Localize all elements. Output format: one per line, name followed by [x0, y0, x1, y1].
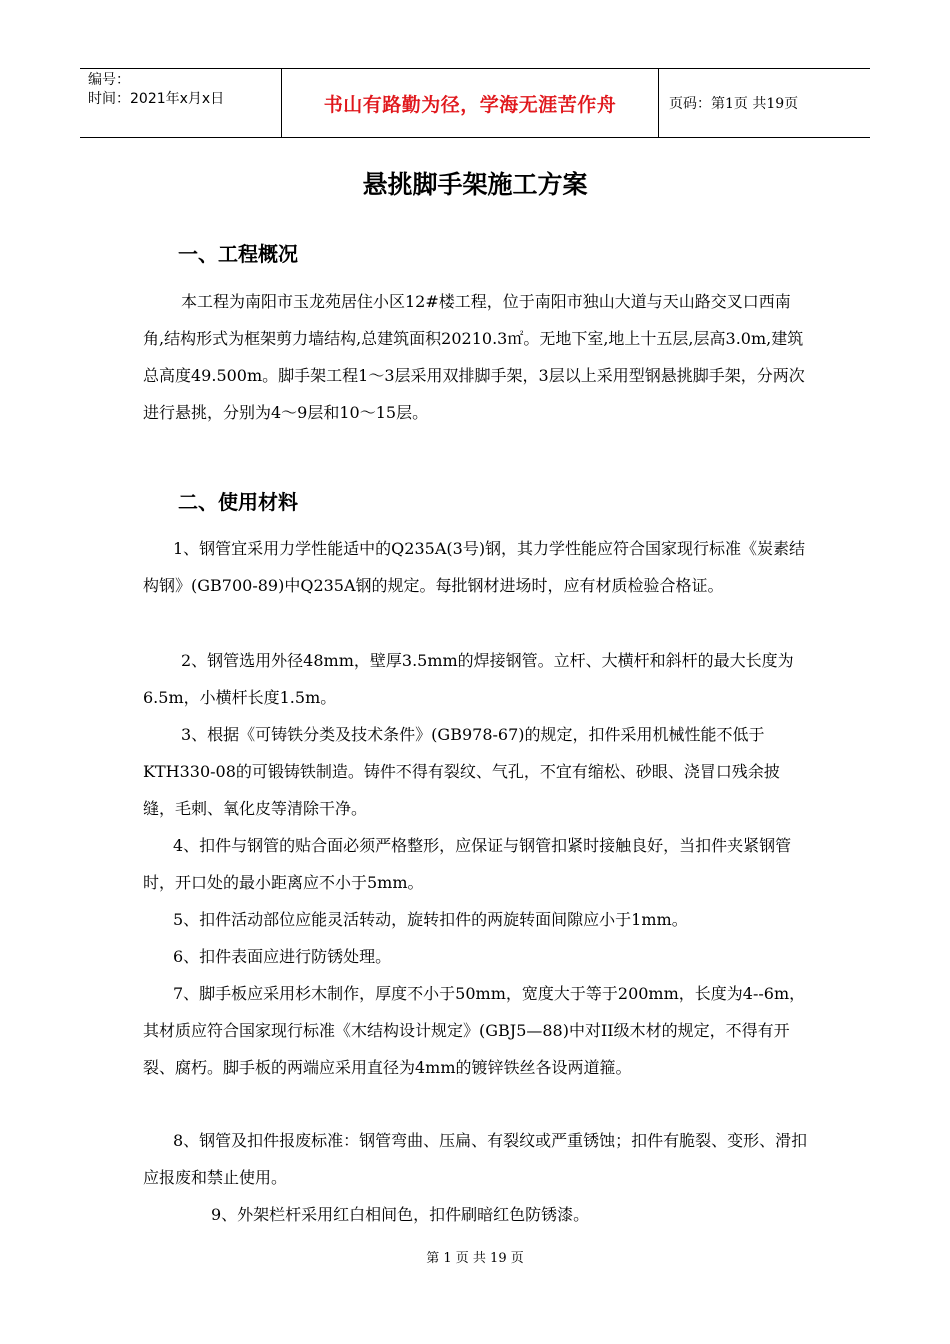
header-motto: 书山有路勤为径，学海无涯苦作舟 — [282, 69, 659, 137]
material-item-5: 5、扣件活动部位应能灵活转动，旋转扣件的两旋转面间隙应小于1mm。 — [173, 910, 688, 929]
section-heading-materials: 二、使用材料 — [178, 490, 298, 514]
material-item-4: 4、扣件与钢管的贴合面必须严格整形，应保证与钢管扣紧时接触良好，当扣件夹紧钢管时，开口处的最小距离应不小于5mm。 — [143, 836, 792, 892]
material-item-6: 6、扣件表面应进行防锈处理。 — [173, 947, 392, 966]
document-number-label: 编号： — [88, 72, 130, 88]
material-item-1: 1、钢管宜采用力学性能适中的Q235A(3号)钢，其力学性能应符合国家现行标准《炭素结构钢》(GB700-89)中Q235A钢的规定。每批钢材进场时，应有材质检验合格证。 — [143, 539, 806, 595]
section-heading-overview: 一、工程概况 — [178, 242, 298, 266]
header-meta — [80, 69, 282, 137]
material-item-8: 8、钢管及扣件报废标准：钢管弯曲、压扁、有裂纹或严重锈蚀；扣件有脆裂、变形、滑扣应报废和禁止使用。 — [143, 1131, 808, 1187]
document-title: 悬挑脚手架施工方案 — [362, 170, 588, 199]
material-item-3: 3、根据《可铸铁分类及技术条件》(GB978-67)的规定，扣件采用机械性能不低于KTH330-08的可锻铸铁制造。铸件不得有裂纹、气孔，不宜有缩松、砂眼、浇冒口残余披缝，毛刺、氧化皮等清除干净。 — [143, 725, 780, 818]
page-footer: 第 1 页 共 19 页 — [426, 1251, 524, 1266]
material-item-7: 7、脚手板应采用杉木制作，厚度不小于50mm，宽度大于等于200mm，长度为4--6m，其材质应符合国家现行标准《木结构设计规定》(GBJ5—88)中对II级木材的规定，不得有开裂、腐朽。脚手板的两端应采用直径为4mm的镀锌铁丝各设两道箍。 — [143, 984, 806, 1077]
document-date: 时间：2021年x月x日 — [88, 91, 225, 107]
page-header — [80, 68, 870, 138]
overview-paragraph: 本工程为南阳市玉龙苑居住小区12#楼工程，位于南阳市独山大道与天山路交叉口西南角,结构形式为框架剪力墙结构,总建筑面积20210.3㎡。无地下室,地上十五层,层高3.0m,建筑总高度49.500m。脚手架工程1～3层采用双排脚手架，3层以上采用型钢悬挑脚手架，分两次进行悬挑，分别为4～9层和10～15层。 — [143, 292, 805, 422]
header-page-info: 页码：第1页 共19页 — [669, 96, 799, 112]
material-item-2: 2、钢管选用外径48mm，壁厚3.5mm的焊接钢管。立杆、大横杆和斜杆的最大长度为6.5m，小横杆长度1.5m。 — [143, 651, 794, 707]
material-item-9: 9、外架栏杆采用红白相间色，扣件刷暗红色防锈漆。 — [211, 1205, 590, 1224]
